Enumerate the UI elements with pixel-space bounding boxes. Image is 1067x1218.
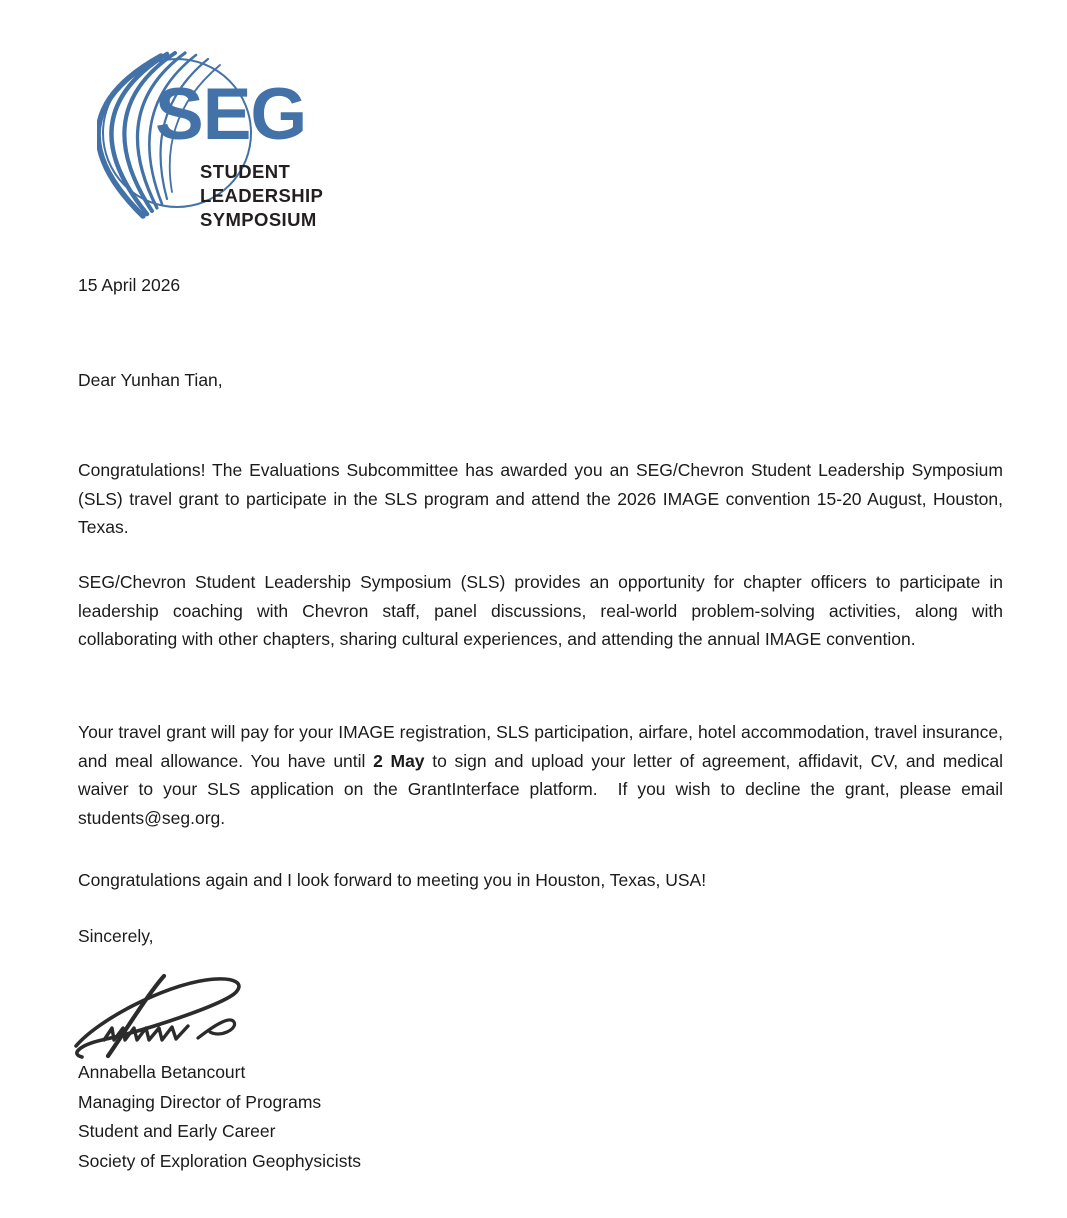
paragraph-program-description: SEG/Chevron Student Leadership Symposium (SLS) provides an opportunity for chapter officers to participate in leadership coaching with Chevron staff, panel discussions, real-world problem-solving activities, along with collaborating with other chapters, sharing cultural experiences, and attending the annual IMAGE convention. — [78, 572, 1003, 649]
logo-caption-line-leadership: LEADERSHIP — [200, 185, 324, 206]
signer-organization: Society of Exploration Geophysicists — [78, 1150, 362, 1171]
signer-block — [78, 1058, 361, 1176]
grant-details-text-before-deadline: Your travel grant will pay for your IMAGE registration, SLS participation, airfare, hotel accommodation, travel insurance, and meal allowance. You have until — [78, 722, 1003, 771]
grant-details-text-after-deadline: to sign and upload your letter of agreement, affidavit, CV, and medical waiver to your SLS application on the GrantInterface platform. If you wish to decline the grant, please email students@seg.org. — [78, 750, 1003, 828]
paragraph-award-announcement: Congratulations! The Evaluations Subcommittee has awarded you an SEG/Chevron Student Leadership Symposium (SLS) travel grant to participate in the SLS program and attend the 2026 IMAGE convention 15-20 August, Houston, Texas. — [78, 460, 1003, 537]
paragraph-congratulations-closing: Congratulations again and I look forward to meeting you in Houston, Texas, USA! — [78, 870, 707, 890]
signer-title: Managing Director of Programs — [78, 1091, 322, 1112]
letter-date: 15 April 2026 — [78, 275, 181, 295]
seg-sls-logo — [97, 42, 357, 232]
closing-sincerely: Sincerely, — [78, 926, 154, 946]
seg-logo-acronym: SEG — [155, 74, 307, 155]
deadline-date: 2 May — [373, 750, 425, 771]
paragraph-grant-details — [78, 718, 1003, 832]
logo-caption-line-student: STUDENT — [200, 161, 291, 182]
signer-department: Student and Early Career — [78, 1121, 276, 1141]
signer-name: Annabella Betancourt — [78, 1062, 246, 1082]
salutation: Dear Yunhan Tian, — [78, 370, 223, 390]
logo-caption-line-symposium: SYMPOSIUM — [200, 209, 317, 230]
seg-logo-caption — [200, 160, 323, 232]
handwritten-signature — [68, 968, 253, 1060]
